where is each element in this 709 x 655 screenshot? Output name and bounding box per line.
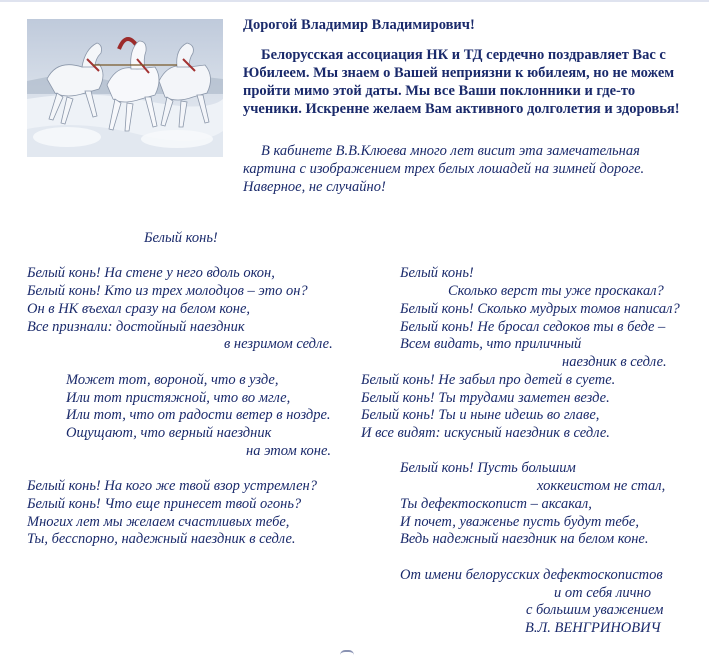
poem-line: Или тот, что от радости ветер в ноздре. [66, 407, 331, 423]
poem-line: Может тот, вороной, что в узде, [66, 372, 279, 388]
poem-line: Белый конь! Ты и ныне идешь во главе, [361, 407, 600, 423]
poem-line: Ты дефектоскопист – аксакал, [400, 496, 592, 512]
poem-line: Белый конь! [400, 265, 474, 281]
poem-line: Или тот пристяжной, что во мгле, [66, 390, 291, 406]
poem-line: Ощущают, что верный наездник [66, 425, 272, 441]
poem-line: Ты, бесспорно, надежный наездник в седле. [27, 531, 296, 547]
poem-line: И почет, уваженье пусть будут тебе, [400, 514, 639, 530]
poem-line: Белый конь! Сколько мудрых томов написал? [400, 301, 680, 317]
dedication-header [243, 16, 683, 118]
poem-line: Белый конь! Пусть большим [400, 460, 576, 476]
poem-line: Белый конь! Не забыл про детей в суете. [361, 372, 616, 388]
signature-line: От имени белорусских дефектоскопистов [400, 567, 663, 583]
poem-line: Сколько верст ты уже проскакал? [448, 283, 664, 299]
signature-line: с большим уважением [526, 602, 664, 618]
signature-name: В.Л. ВЕНГРИНОВИЧ [525, 620, 661, 636]
poem-line: Белый конь! Кто из трех молодцов – это он? [27, 283, 308, 299]
poem-line: Все признали: достойный наездник [27, 319, 245, 335]
page-edge-mark [340, 650, 354, 655]
poem-line: Многих лет мы желаем счастливых тебе, [27, 514, 290, 530]
poem-line: Ведь надежный наездник на белом коне. [400, 531, 649, 547]
poem-line: на этом коне. [246, 443, 332, 459]
poem-line: Он в НК въехал сразу на белом коне, [27, 301, 251, 317]
poem-line: хоккеистом не стал, [537, 478, 666, 494]
congratulation-message: Белорусская ассоциация НК и ТД сердечно поздравляет Вас с Юбилеем. Мы знаем о Вашей неприязни к юбилеям, но не можем пройти мимо этой даты. Мы все Ваши поклонники и где-то ученики. Искренне желаем Вам активного долголетия и здоровья! [243, 47, 680, 117]
poem-line: наездник в седле. [562, 354, 667, 370]
top-divider [0, 0, 709, 2]
poem-title: Белый конь! [144, 230, 218, 246]
poem-line: в незримом седле. [224, 336, 333, 352]
poem-line: Белый конь! Не бросал седоков ты в беде – [400, 319, 666, 335]
poem-line: И все видят: искусный наездник в седле. [361, 425, 610, 441]
poem-line: Белый конь! Что еще принесет твой огонь? [27, 496, 302, 512]
poem-line: Белый конь! На кого же твой взор устремлен? [27, 478, 317, 494]
greeting: Дорогой Владимир Владимирович! [243, 17, 475, 33]
troika-painting-image [27, 19, 223, 157]
poem-line: Всем видать, что приличный [400, 336, 582, 352]
painting-note: В кабинете В.В.Клюева много лет висит эта замечательная картина с изображением трех белых лошадей на зимней дороге. Наверное, не случайно! [243, 143, 645, 195]
poem-line: Белый конь! На стене у него вдоль окон, [27, 265, 275, 281]
signature-line: и от себя лично [554, 585, 651, 601]
poem-line: Белый конь! Ты трудами заметен везде. [361, 390, 610, 406]
